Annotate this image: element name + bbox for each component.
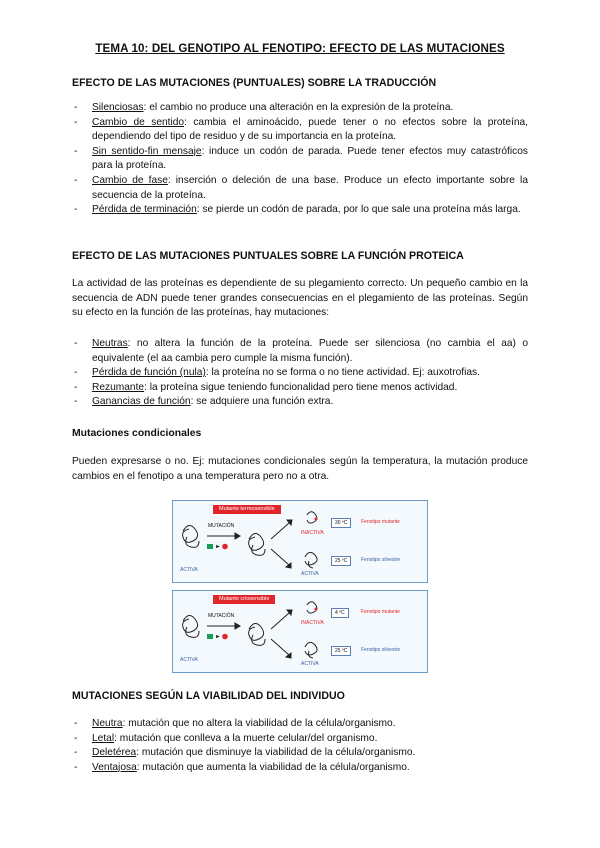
list-item bbox=[72, 717, 528, 732]
temperature-box: 30 ºC bbox=[331, 518, 351, 528]
mutant-base-icon bbox=[222, 544, 228, 550]
panel-label: Mutante termosensible bbox=[213, 505, 281, 514]
active-label: ACTIVA bbox=[180, 567, 198, 573]
definition: : induce un codón de parada. Puede tener efectos muy catastróficos para la proteína. bbox=[92, 145, 528, 172]
cryosensitive-panel bbox=[172, 590, 428, 673]
list-item bbox=[72, 395, 528, 410]
list-item bbox=[72, 381, 528, 396]
panel-label: Mutante criosensible bbox=[213, 595, 275, 604]
definition: : mutación que conlleva a la muerte celular/del organismo. bbox=[114, 732, 378, 744]
list-item bbox=[72, 746, 528, 761]
term: Neutras bbox=[92, 338, 128, 349]
mutation-label: MUTACIÓN bbox=[208, 613, 235, 619]
term: Sin sentido-fin mensaje bbox=[92, 145, 202, 157]
wildtype-base-icon bbox=[207, 544, 213, 549]
term: Pérdida de función (nula) bbox=[92, 367, 206, 379]
section4-heading: MUTACIONES SEGÚN LA VIABILIDAD DEL INDIVIDUO bbox=[72, 690, 345, 702]
definition: : cambia el aminoácido, puede tener o no efectos sobre la proteína, dependiendo del tipo de residuo y de su importancia en la proteína. bbox=[92, 116, 529, 143]
section2-paragraph: La actividad de las proteínas es dependiente de su plegamiento correcto. Un pequeño cambio en la secuencia de ADN puede tener grandes consecuencias en el plegamiento de las proteínas. Según su efecto en la función de las proteínas, hay mutaciones: bbox=[72, 278, 528, 319]
term: Neutra bbox=[92, 718, 123, 729]
list-item bbox=[72, 337, 528, 366]
term: Ganancias de función bbox=[92, 396, 191, 408]
list-item bbox=[72, 101, 528, 116]
section3-paragraph: Pueden expresarse o no. Ej: mutaciones condicionales según la temperatura, la mutación produce cambios en el fenotipo a una temperatura pero no a otra. bbox=[72, 456, 528, 482]
list-item bbox=[72, 761, 528, 776]
definition: : mutación que disminuye la viabilidad de la célula/organismo. bbox=[136, 747, 416, 759]
list-item bbox=[72, 174, 528, 203]
inactive-label: INACTIVA bbox=[301, 620, 324, 626]
small-arrow-icon bbox=[216, 545, 220, 548]
mutant-phenotype-label: Fenotipo mutante bbox=[361, 519, 400, 525]
temperature-box: 25 ºC bbox=[331, 646, 351, 656]
definition: : se pierde un codón de parada, por lo que sale una proteína más larga. bbox=[196, 204, 521, 216]
section2-list bbox=[72, 337, 528, 410]
inactive-protein-icon bbox=[307, 602, 318, 613]
section3-heading: Mutaciones condicionales bbox=[72, 428, 202, 439]
term: Ventajosa bbox=[92, 761, 137, 773]
active-protein-icon bbox=[305, 642, 317, 658]
list-item bbox=[72, 145, 528, 174]
term: Letal bbox=[92, 732, 115, 744]
definition: : el cambio no produce una alteración en la expresión de la proteína. bbox=[143, 102, 454, 113]
mutant-phenotype-label: Fenotipo mutante bbox=[361, 609, 400, 615]
section2-heading: EFECTO DE LAS MUTACIONES PUNTUALES SOBRE LA FUNCIÓN PROTEICA bbox=[72, 250, 464, 262]
definition: : inserción o deleción de una base. Produce un efecto importante sobre la secuencia de la proteína. bbox=[92, 174, 528, 201]
section4-list bbox=[72, 717, 528, 775]
mutation-label: MUTACIÓN bbox=[208, 523, 235, 529]
wildtype-phenotype-label: Fenotipo silvestre bbox=[361, 647, 401, 653]
term: Cambio de sentido bbox=[92, 116, 185, 128]
protein-icon bbox=[183, 525, 199, 547]
wildtype-phenotype-label: Fenotipo silvestre bbox=[361, 557, 401, 563]
list-item bbox=[72, 116, 528, 145]
definition: : la proteína sigue teniendo funcionalidad pero tiene menos actividad. bbox=[144, 381, 458, 393]
section1-heading: EFECTO DE LAS MUTACIONES (PUNTUALES) SOBRE LA TRADUCCIÓN bbox=[72, 77, 437, 89]
active-label: ACTIVA bbox=[301, 661, 319, 667]
term: Deletérea bbox=[92, 747, 137, 759]
term: Pérdida de terminación bbox=[92, 204, 197, 216]
conditional-mutation-figure bbox=[172, 500, 428, 678]
inactive-label: INACTIVA bbox=[301, 530, 324, 536]
list-item bbox=[72, 366, 528, 381]
temperature-box: 4 ºC bbox=[331, 608, 349, 618]
term: Rezumante bbox=[92, 381, 145, 393]
active-protein-icon bbox=[305, 552, 317, 568]
term: Silenciosas bbox=[92, 102, 144, 113]
active-label: ACTIVA bbox=[180, 657, 198, 663]
list-item bbox=[72, 203, 528, 218]
page-title: TEMA 10: DEL GENOTIPO AL FENOTIPO: EFECTO DE LAS MUTACIONES bbox=[95, 42, 505, 55]
definition: : mutación que no altera la viabilidad de la célula/organismo. bbox=[122, 718, 396, 729]
term: Cambio de fase bbox=[92, 174, 168, 186]
protein-icon bbox=[183, 615, 199, 637]
small-arrow-icon bbox=[216, 635, 220, 638]
wildtype-base-icon bbox=[207, 634, 213, 639]
active-label: ACTIVA bbox=[301, 571, 319, 577]
definition: : mutación que aumenta la viabilidad de la célula/organismo. bbox=[136, 761, 410, 773]
thermosensitive-panel bbox=[172, 500, 428, 583]
mutant-base-icon bbox=[222, 634, 228, 640]
temperature-box: 25 ºC bbox=[331, 556, 351, 566]
definition: : no altera la función de la proteína. Puede ser silenciosa (no cambia el aa) o equivalente (el aa cambia pero cumple la misma función). bbox=[92, 338, 528, 364]
definition: : la proteína no se forma o no tiene actividad. Ej: auxotrofias. bbox=[205, 367, 480, 379]
inactive-protein-icon bbox=[307, 512, 318, 523]
section1-list bbox=[72, 101, 528, 218]
list-item bbox=[72, 732, 528, 747]
definition: : se adquiere una función extra. bbox=[190, 396, 334, 408]
mutated-protein-icon bbox=[249, 533, 265, 555]
mutated-protein-icon bbox=[249, 623, 265, 645]
